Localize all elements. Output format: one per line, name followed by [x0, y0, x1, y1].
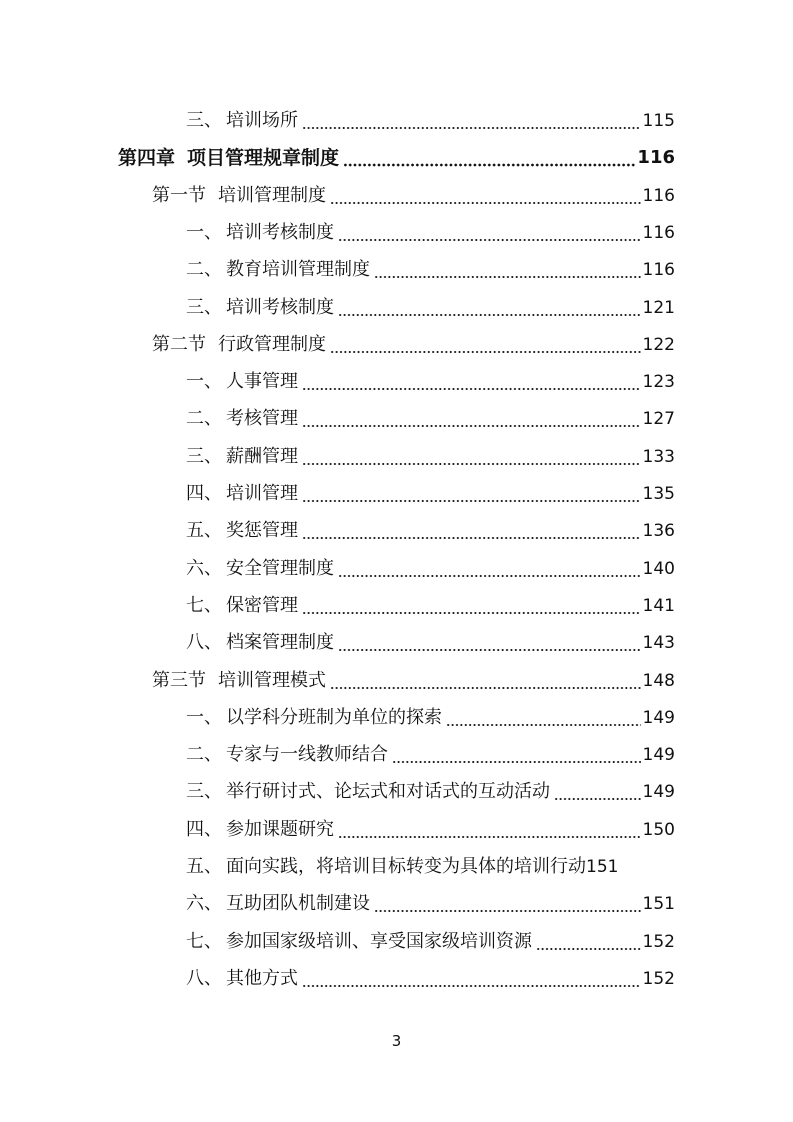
toc-entry-label: [186, 483, 298, 505]
toc-entry-prefix: 五、: [186, 856, 222, 877]
toc-entry-prefix: 八、: [186, 968, 222, 989]
toc-page-number: 122: [642, 335, 675, 355]
toc-entry-label: [186, 781, 550, 803]
toc-entry-prefix: 一、: [186, 371, 222, 392]
toc-item-entry[interactable]: [186, 848, 675, 878]
toc-page-number: 152: [642, 969, 675, 989]
toc-entry-prefix: 三、: [186, 297, 222, 318]
toc-dot-leader: [302, 371, 641, 393]
toc-dot-leader: [330, 334, 641, 356]
toc-entry-label: [186, 408, 298, 430]
toc-entry-title: 人事管理: [226, 371, 298, 392]
toc-item-entry[interactable]: [186, 699, 675, 729]
toc-page-number: 151: [586, 857, 619, 877]
toc-entry-title: 奖惩管理: [226, 520, 298, 541]
toc-dot-leader: [338, 297, 641, 319]
toc-entry-prefix: 四、: [186, 819, 222, 840]
toc-page-number: 141: [642, 596, 675, 616]
toc-item-entry[interactable]: [186, 550, 675, 580]
toc-entry-prefix: 三、: [186, 446, 222, 467]
toc-entry-title: 档案管理制度: [226, 632, 334, 653]
toc-entry-title: 薪酬管理: [226, 446, 298, 467]
toc-dot-leader: [338, 558, 641, 580]
toc-entry-title: 参加课题研究: [226, 819, 334, 840]
toc-entry-prefix: 八、: [186, 632, 222, 653]
toc-entry-title: 培训考核制度: [226, 222, 334, 243]
toc-page-number: 121: [642, 298, 675, 318]
toc-page-number: 115: [642, 111, 675, 131]
toc-page-number: 149: [642, 782, 675, 802]
toc-entry-prefix: 三、: [186, 781, 222, 802]
toc-dot-leader: [302, 595, 641, 617]
toc-entry-title: 考核管理: [226, 408, 298, 429]
toc-entry-title: 安全管理制度: [226, 558, 334, 579]
toc-item-entry[interactable]: [186, 475, 675, 505]
toc-entry-label: [186, 931, 532, 953]
toc-dot-leader: [374, 893, 641, 915]
toc-dot-leader: [302, 408, 641, 430]
toc-item-entry[interactable]: [186, 923, 675, 953]
toc-entry-label: [186, 259, 370, 281]
toc-entry-prefix: 第三节: [152, 670, 206, 691]
toc-entry-title: 培训管理模式: [218, 670, 326, 691]
toc-dot-leader: [343, 147, 635, 169]
toc-entry-prefix: 第一节: [152, 185, 206, 206]
toc-entry-prefix: 二、: [186, 408, 222, 429]
toc-section-entry[interactable]: [152, 326, 675, 356]
toc-entry-title: 其他方式: [226, 968, 298, 989]
toc-dot-leader: [338, 632, 641, 654]
toc-dot-leader: [302, 520, 641, 542]
toc-page-number: 116: [642, 223, 675, 243]
toc-entry-prefix: 五、: [186, 520, 222, 541]
toc-entry-label: [186, 110, 298, 132]
toc-entry-prefix: 二、: [186, 744, 222, 765]
toc-page-number: 149: [642, 745, 675, 765]
page-number: 3: [391, 1032, 402, 1050]
toc-page-number: 150: [642, 820, 675, 840]
toc-item-entry[interactable]: [186, 885, 675, 915]
toc-dot-leader: [330, 185, 641, 207]
toc-entry-label: [186, 819, 334, 841]
toc-dot-leader: [374, 259, 641, 281]
toc-page-number: 151: [642, 894, 675, 914]
toc-page-number: 135: [642, 484, 675, 504]
toc-entry-label: [152, 670, 326, 692]
toc-entry-prefix: 七、: [186, 595, 222, 616]
toc-entry-title: 以学科分班制为单位的探索: [226, 707, 442, 728]
toc-section-entry[interactable]: [152, 177, 675, 207]
toc-entry-prefix: 第四章: [118, 147, 176, 169]
toc-entry-label: [186, 707, 442, 729]
toc-entry-prefix: 第二节: [152, 334, 206, 355]
toc-page-number: 140: [642, 559, 675, 579]
toc-item-entry[interactable]: [186, 811, 675, 841]
toc-dot-leader: [302, 483, 641, 505]
toc-dot-leader: [536, 931, 641, 953]
toc-entry-title: 项目管理规章制度: [187, 147, 340, 169]
toc-page-number: 152: [642, 932, 675, 952]
toc-entry-label: [118, 147, 339, 169]
toc-entry-title: 互助团队机制建设: [226, 893, 370, 914]
toc-entry-title: 培训管理制度: [218, 185, 326, 206]
toc-entry-label: [186, 893, 370, 915]
toc-item-entry[interactable]: [186, 251, 675, 281]
toc-entry-prefix: 六、: [186, 558, 222, 579]
toc-item-entry[interactable]: [186, 363, 675, 393]
toc-entry-prefix: 七、: [186, 931, 222, 952]
toc-dot-leader: [338, 819, 641, 841]
toc-dot-leader: [330, 670, 641, 692]
toc-item-entry[interactable]: [186, 624, 675, 654]
toc-page-number: 127: [642, 409, 675, 429]
toc-entry-label: [152, 185, 326, 207]
toc-entry-title: 专家与一线教师结合: [226, 744, 388, 765]
toc-item-entry[interactable]: [186, 587, 675, 617]
toc-item-entry[interactable]: [186, 512, 675, 542]
toc-entry-prefix: 六、: [186, 893, 222, 914]
toc-entry-prefix: 三、: [186, 110, 222, 131]
toc-entry-label: [152, 334, 326, 356]
toc-entry-prefix: 二、: [186, 259, 222, 280]
toc-entry-label: [186, 968, 298, 990]
toc-entry-prefix: 一、: [186, 707, 222, 728]
toc-entry-label: [186, 446, 298, 468]
toc-entry-label: [186, 744, 388, 766]
toc-item-entry[interactable]: [186, 960, 675, 990]
toc-item-entry[interactable]: [186, 400, 675, 430]
toc-entry-title: 培训考核制度: [226, 297, 334, 318]
toc-dot-leader: [338, 222, 641, 244]
toc-page-number: 116: [642, 186, 675, 206]
toc-entry-label: [186, 520, 298, 542]
toc-entry-label: [186, 558, 334, 580]
toc-item-entry[interactable]: [186, 214, 675, 244]
toc-dot-leader: [392, 744, 641, 766]
toc-entry-title: 行政管理制度: [218, 334, 326, 355]
toc-item-entry[interactable]: [186, 102, 675, 132]
toc-entry-title: 教育培训管理制度: [226, 259, 370, 280]
toc-page-number: 143: [642, 633, 675, 653]
toc-entry-label: [186, 856, 586, 878]
toc-page-number: 116: [642, 260, 675, 280]
toc-entry-title: 举行研讨式、论坛式和对话式的互动活动: [226, 781, 550, 802]
toc-page-number: 136: [642, 521, 675, 541]
toc-entry-label: [186, 371, 298, 393]
toc-entry-title: 培训管理: [226, 483, 298, 504]
toc-dot-leader: [446, 707, 641, 729]
toc-page-number: 116: [637, 147, 675, 168]
toc-dot-leader: [554, 781, 641, 803]
toc-item-entry[interactable]: [186, 438, 675, 468]
toc-entry-label: [186, 297, 334, 319]
toc-section-entry[interactable]: [152, 662, 675, 692]
toc-item-entry[interactable]: [186, 289, 675, 319]
toc-entry-title: 面向实践，将培训目标转变为具体的培训行动: [226, 856, 586, 877]
toc-dot-leader: [302, 446, 641, 468]
toc-dot-leader: [302, 110, 641, 132]
toc-entry-prefix: 一、: [186, 222, 222, 243]
toc-entry-title: 参加国家级培训、享受国家级培训资源: [226, 931, 532, 952]
toc-item-entry[interactable]: [186, 736, 675, 766]
toc-page-number: 149: [642, 708, 675, 728]
toc-page-number: 148: [642, 671, 675, 691]
toc-entry-title: 保密管理: [226, 595, 298, 616]
toc-page-number: 133: [642, 447, 675, 467]
toc-chapter-entry[interactable]: [118, 139, 675, 169]
toc-page-number: 123: [642, 372, 675, 392]
toc-entry-title: 培训场所: [226, 110, 298, 131]
toc-entry-label: [186, 222, 334, 244]
toc-item-entry[interactable]: [186, 773, 675, 803]
toc-entry-prefix: 四、: [186, 483, 222, 504]
toc-entry-label: [186, 632, 334, 654]
toc-entry-label: [186, 595, 298, 617]
toc-dot-leader: [302, 968, 641, 990]
